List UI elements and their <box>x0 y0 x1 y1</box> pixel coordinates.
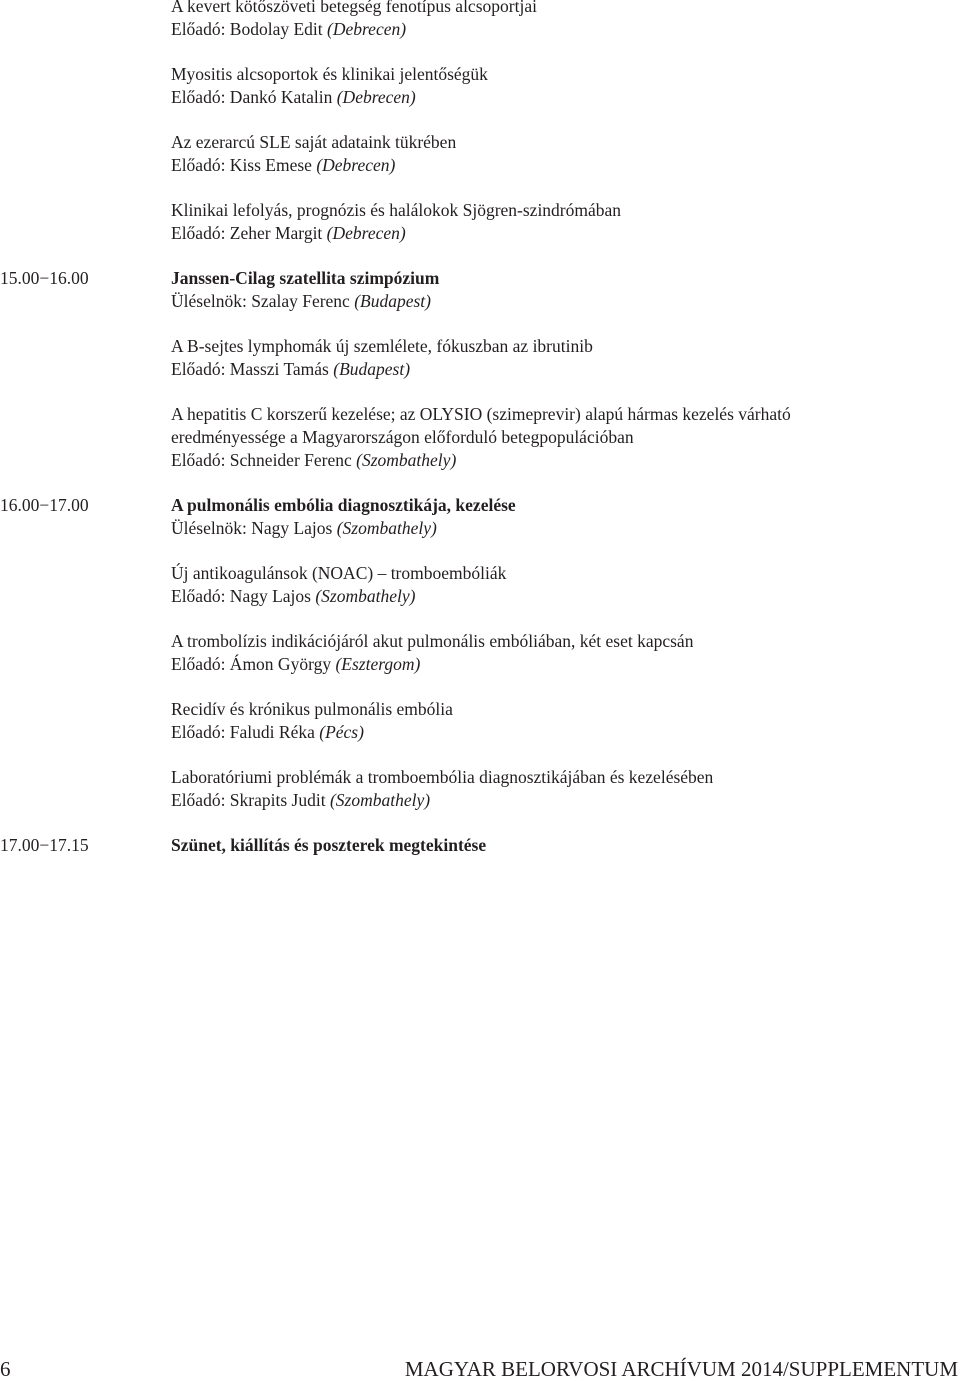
speaker-name: Előadó: Kiss Emese <box>171 155 312 175</box>
speaker-location: (Szombathely) <box>315 586 416 606</box>
talk-title: A B-sejtes lymphomák új szemlélete, fókuszban az ibrutinib <box>171 336 593 356</box>
speaker-name: Előadó: Faludi Réka <box>171 722 315 742</box>
chair-name: Üléselnök: Szalay Ferenc <box>171 291 350 311</box>
talk-title: Recidív és krónikus pulmonális embólia <box>171 699 453 719</box>
talk-title: Klinikai lefolyás, prognózis és halálokok Sjögren-szindrómában <box>171 200 622 220</box>
speaker-name: Előadó: Schneider Ferenc <box>171 450 352 470</box>
talk-speaker-line <box>171 154 395 177</box>
talk-speaker-line <box>171 18 406 41</box>
speaker-name: Előadó: Masszi Tamás <box>171 359 329 379</box>
speaker-name: Előadó: Bodolay Edit <box>171 19 323 39</box>
session-chair-line <box>171 517 437 540</box>
speaker-name: Előadó: Ámon György <box>171 654 332 674</box>
speaker-location: (Debrecen) <box>336 87 416 107</box>
speaker-location: (Debrecen) <box>316 155 396 175</box>
speaker-location: (Esztergom) <box>335 654 421 674</box>
speaker-location: (Debrecen) <box>326 223 406 243</box>
session-time: 15.00−16.00 <box>0 268 89 288</box>
session-title: Szünet, kiállítás és poszterek megtekintése <box>171 835 487 855</box>
speaker-name: Előadó: Skrapits Judit <box>171 790 326 810</box>
session-title: Janssen-Cilag szatellita szimpózium <box>171 268 440 288</box>
session-title: A pulmonális embólia diagnosztikája, kezelése <box>171 495 516 515</box>
talk-speaker-line <box>171 789 430 812</box>
talk-speaker-line <box>171 222 406 245</box>
talk-title: A kevert kötőszöveti betegség fenotípus alcsoportjai <box>171 0 537 16</box>
talk-speaker-line <box>171 653 420 676</box>
chair-location: (Szombathely) <box>336 518 437 538</box>
chair-location: (Budapest) <box>354 291 431 311</box>
speaker-location: (Szombathely) <box>356 450 457 470</box>
session-time: 16.00−17.00 <box>0 495 89 515</box>
speaker-name: Előadó: Nagy Lajos <box>171 586 311 606</box>
speaker-location: (Szombathely) <box>329 790 431 810</box>
talk-title: Az ezerarcú SLE saját adataink tükrében <box>171 132 457 152</box>
speaker-name: Előadó: Dankó Katalin <box>171 87 333 107</box>
speaker-location: (Budapest) <box>333 359 411 379</box>
chair-name: Üléselnök: Nagy Lajos <box>171 518 333 538</box>
speaker-location: (Pécs) <box>319 722 364 742</box>
journal-title: MAGYAR BELORVOSI ARCHÍVUM 2014/SUPPLEMENTUM <box>404 1357 958 1381</box>
speaker-name: Előadó: Zeher Margit <box>171 223 323 243</box>
session-chair-line <box>171 290 431 313</box>
talk-title: Myositis alcsoportok és klinikai jelentőségük <box>171 64 488 84</box>
talk-speaker-line <box>171 721 364 744</box>
talk-speaker-line <box>171 449 456 472</box>
talk-title-continued: eredményessége a Magyarországon előforduló betegpopulációban <box>171 427 634 447</box>
talk-speaker-line <box>171 585 415 608</box>
talk-title: A trombolízis indikációjáról akut pulmonális embóliában, két eset kapcsán <box>171 631 694 651</box>
session-time: 17.00−17.15 <box>0 835 89 855</box>
talk-title: Új antikoagulánsok (NOAC) – tromboembóliák <box>171 563 507 583</box>
talk-title: A hepatitis C korszerű kezelése; az OLYSIO (szimeprevir) alapú hármas kezelés várható <box>171 404 791 424</box>
talk-speaker-line <box>171 358 410 381</box>
page-number: 6 <box>0 1357 11 1381</box>
speaker-location: (Debrecen) <box>327 19 407 39</box>
talk-title: Laboratóriumi problémák a tromboembólia diagnosztikájában és kezelésében <box>171 767 714 787</box>
talk-speaker-line <box>171 86 416 109</box>
